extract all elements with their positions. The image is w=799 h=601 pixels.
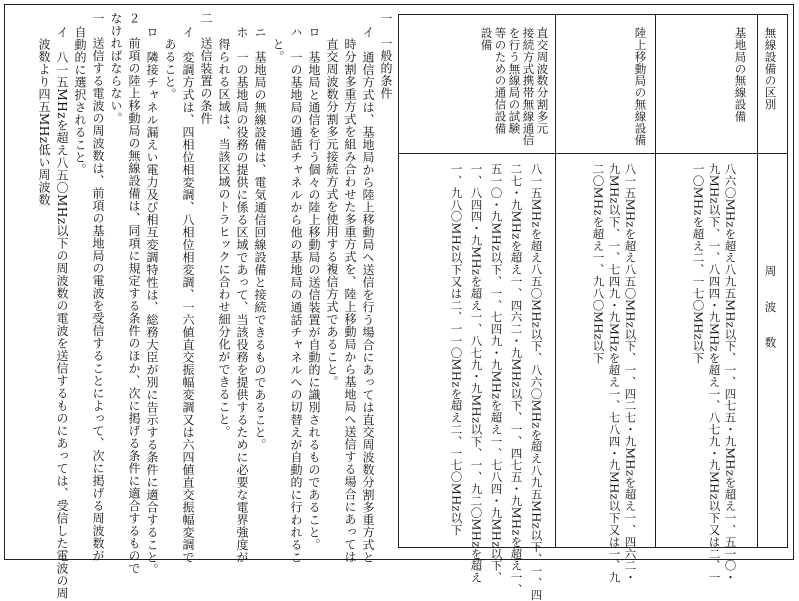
clause-line: 自動的に選択されること。 — [73, 26, 87, 176]
clause-line: イ 変調方式は、四相位相変調、八相位相変調、一六値直交振幅変調又は六四値直交振幅変調で — [181, 26, 195, 564]
clause-line: 一 送信する電波の周波数は、前項の基地局の電波を受信することによって、次に掲げる周波数が — [91, 12, 105, 562]
paragraph-line: ２ 前項の陸上移動局の無線設備は、同項に規定する条件のほか、次に掲げる条件に適合するもので — [127, 12, 141, 575]
paragraph-line: なければならない。 — [109, 12, 123, 125]
clause-line: ニ 基地局の無線設備は、電気通信回線設備と接続できるものであること。 — [253, 26, 267, 451]
row1-frequency-line: 一〇MHzを超え二、一七〇MHz以下 — [691, 163, 706, 364]
clause-line: と。 — [271, 38, 285, 63]
row1-frequency-line: 八六〇MHzを超え八九五MHz以下、一、四七五・九MHzを超え一、五一〇・ — [723, 163, 738, 584]
clause-line: 得られる区域は、当該区域のトラヒックに合わせ細分化ができること。 — [217, 38, 231, 438]
header-frequency: 周 波 数 — [763, 265, 778, 349]
row2-frequency-line: 二〇MHzを超え一、九八〇MHz以下 — [591, 163, 606, 364]
row3-frequency-line: 一、九八〇MHz以下又は二、一一〇MHzを超え二、一七〇MHz以下 — [449, 163, 464, 536]
row1-frequency-line: 九MHz以下、一、八四四・九MHzを超え一、八七九・九MHz以下又は二、一 — [707, 163, 722, 584]
clause-line: ホ 一の基地局の役務の提供に係る区域であって、当該役務を提供するために必要な電界強度が — [235, 26, 249, 564]
table-divider — [555, 15, 556, 547]
table-divider — [757, 15, 758, 547]
section-heading: 二 送信装置の条件 — [199, 12, 213, 125]
clause-line: イ 八一五MHzを超え八五〇MHz以下の周波数の電波を送信するものにあっては、受信した電波の周 — [55, 26, 69, 600]
row3-frequency-line: 一、八四四・九MHzを超え一、八七九・九MHz以下、一、九二〇MHzを超え — [469, 163, 484, 584]
clause-line: ハ 一の基地局の通話チャネルから他の基地局の通話チャネルへの切替えが自動的に行われるこ — [289, 26, 303, 564]
table-divider — [655, 15, 656, 547]
row3-category-line: 等のための通信設備 — [493, 27, 508, 135]
clause-line: 波数より四五MHz低い周波数 — [37, 38, 51, 207]
row3-frequency-line: 八一五MHzを超え八五〇MHz以下、八六〇MHzを超え八九五MHz以下、一、四 — [529, 163, 544, 601]
row2-category: 陸上移動局の無線設備 — [633, 27, 648, 146]
clause-line: ロ 基地局と通信を行う個々の陸上移動局の送信装置が自動的に識別されるものであること。 — [307, 26, 321, 551]
row3-category-line: 直交周波数分割多元 — [535, 27, 550, 135]
clause-line: 時分割多重方式を組み合わせた多重方式を、陸上移動局から基地局へ送信する場合にあっては — [343, 38, 357, 563]
row3-category-line: 設備 — [479, 27, 494, 51]
frequency-table — [398, 14, 788, 601]
row3-category-line: を行う無線局の試験 — [507, 27, 522, 135]
row2-frequency-line: 九MHz以下、一、七四九・九MHzを超え一、七八四・九MHz以下又は一、九 — [607, 163, 622, 584]
row2-frequency-line: 八一五MHzを超え八五〇MHz以下、一、四二七・九MHzを超え一、四六二・ — [623, 163, 638, 584]
section-heading: 一 一般的条件 — [379, 12, 393, 100]
row3-category-line: 接続方式携帯無線通信 — [521, 27, 536, 146]
row3-frequency-line: 二七・九MHzを超え一、四六二・九MHz以下、一、四七五・九MHzを超え一、 — [509, 163, 524, 596]
clause-line: あること。 — [163, 38, 177, 101]
row3-frequency-line: 五一〇・九MHz以下、一、七四九・九MHzを超え一、七八四・九MHz以下、 — [489, 163, 504, 584]
header-category: 無線設備の区別 — [763, 27, 778, 111]
clause-line: 直交周波数分割多元接続方式を使用する複信方式であること。 — [325, 38, 339, 388]
row1-category: 基地局の無線設備 — [733, 27, 748, 123]
clause-line: イ 通信方式は、基地局から陸上移動局へ送信を行う場合にあっては直交周波数分割多重方式と — [361, 26, 375, 564]
clause-line: ロ 隣接チャネル漏えい電力及び相互変調特性は、総務大臣が別に告示する条件に適合すること。 — [145, 26, 159, 576]
table-divider — [399, 153, 787, 154]
